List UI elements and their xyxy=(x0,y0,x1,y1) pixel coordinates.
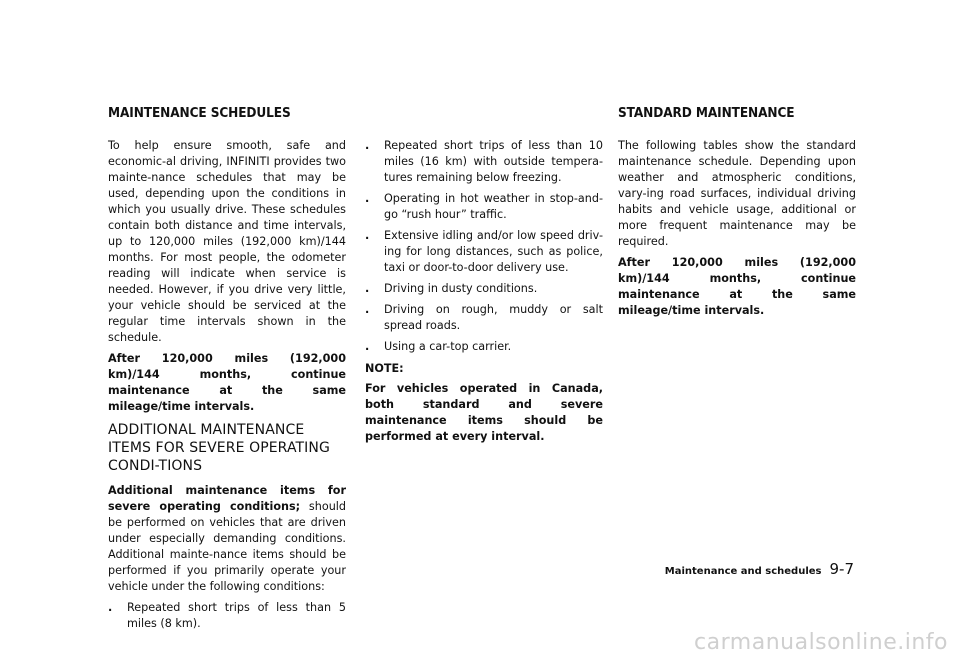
list-item-text: Repeated short trips of less than 5 miles (8 km). xyxy=(127,601,346,630)
list-item xyxy=(365,281,603,297)
section-title-maintenance-schedules: MAINTENANCE SCHEDULES xyxy=(108,106,291,121)
intro-paragraph: To help ensure smooth, safe and economic-al driving, INFINITI provides two mainte-nance schedules that may be used, depending upon the conditions in which you usually drive. These schedules contain both distance and time intervals, up to 120,000 miles (192,000 km)/144 months. For most people, the odometer reading will indicate when service is needed. However, if you drive very little, your vehicle should be serviced at the regular time intervals shown in the schedule. xyxy=(108,139,346,344)
severe-conditions-list-part2 xyxy=(365,138,603,355)
list-item xyxy=(365,228,603,276)
bullet-icon: . xyxy=(365,229,370,242)
list-item-text: Driving in dusty conditions. xyxy=(384,282,538,295)
list-item-text: Extensive idling and/or low speed driv-ing for long distances, such as police, taxi or door-to-door delivery use. xyxy=(384,229,603,274)
list-item-text: Driving on rough, muddy or salt spread roads. xyxy=(384,303,603,332)
standard-intro-paragraph: The following tables show the standard maintenance schedule. Depending upon weather and atmospheric conditions, vary-ing road surfaces, individual driving habits and vehicle usage, additional or more frequent maintenance may be required. xyxy=(618,139,856,248)
note-label: NOTE: xyxy=(365,362,404,375)
list-item-text: Operating in hot weather in stop-and-go “rush hour” traffic. xyxy=(384,192,603,221)
bullet-icon: . xyxy=(365,303,370,316)
severe-conditions-lead: Additional maintenance items for severe operating conditions; xyxy=(108,484,346,513)
footer-section-label: Maintenance and schedules xyxy=(664,566,822,577)
bullet-icon: . xyxy=(365,282,370,295)
bullet-icon: . xyxy=(365,192,370,205)
page-footer xyxy=(665,560,854,578)
section-title-standard-maintenance: STANDARD MAINTENANCE xyxy=(618,106,795,121)
list-item xyxy=(365,302,603,334)
severe-conditions-paragraph xyxy=(108,483,346,595)
page-number: 9-7 xyxy=(829,560,854,578)
list-item xyxy=(365,191,603,223)
list-item xyxy=(365,339,603,355)
continue-maintenance-note: After 120,000 miles (192,000 km)/144 months, continue maintenance at the same mileage/time intervals. xyxy=(108,352,346,413)
list-item xyxy=(108,600,346,632)
list-item-text: Using a car-top carrier. xyxy=(384,340,512,353)
subheading-severe-conditions: ADDITIONAL MAINTENANCE ITEMS FOR SEVERE OPERATING CONDI-TIONS xyxy=(108,422,330,474)
bullet-icon: . xyxy=(365,139,370,152)
note-text: For vehicles operated in Canada, both standard and severe maintenance items should be performed at every interval. xyxy=(365,382,603,443)
standard-continue-note: After 120,000 miles (192,000 km)/144 months, continue maintenance at the same mileage/time intervals. xyxy=(618,256,856,317)
column-left xyxy=(108,105,346,637)
bullet-icon: . xyxy=(365,340,370,353)
watermark: carmanualsonline.info xyxy=(694,630,948,655)
list-item xyxy=(365,138,603,186)
column-middle xyxy=(365,138,603,450)
column-right xyxy=(618,105,856,324)
severe-conditions-text: should be performed on vehicles that are driven under especially demanding conditions. Additional mainte-nance items should be performed if you primarily operate your vehicle under the following conditions: xyxy=(108,500,346,593)
severe-conditions-list-part1 xyxy=(108,600,346,632)
list-item-text: Repeated short trips of less than 10 miles (16 km) with outside tempera-tures remaining below freezing. xyxy=(384,139,603,184)
bullet-icon: . xyxy=(108,601,113,614)
